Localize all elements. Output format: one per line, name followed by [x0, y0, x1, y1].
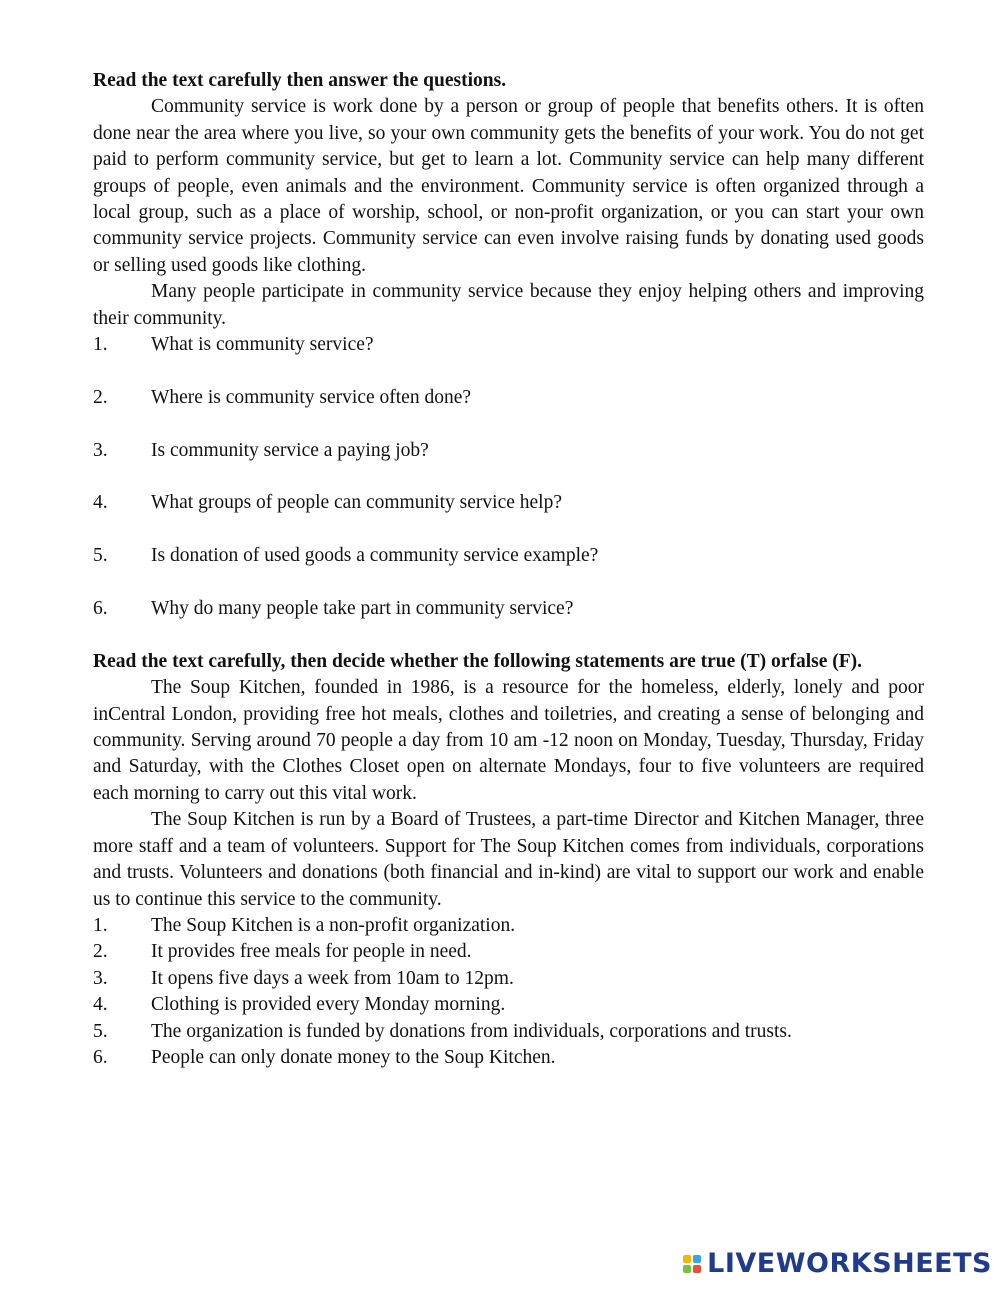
question-number: 5. [93, 545, 108, 567]
statement-3 [93, 966, 924, 992]
section1-paragraph-1: Community service is work done by a person or group of people that benefits others. It is often done near the area where you live, so your own community gets the benefits of your work. You do not get paid to perform community service, but get to learn a lot. Community service can help many different groups of people, even animals and the environment. Community service is often organized through a local group, such as a place of worship, school, or non-profit organization, or you can start your own community service projects. Community service can even involve raising funds by donating used goods or selling used goods like clothing. [93, 96, 924, 276]
logo-square-1 [683, 1255, 691, 1263]
section2-paragraph-2: The Soup Kitchen is run by a Board of Trustees, a part-time Director and Kitchen Manager, three more staff and a team of volunteers. Support for The Soup Kitchen comes from individuals, corporations and trusts. Volunteers and donations (both financial and in-kind) are vital to support our work and enable us to continue this service to the community. [93, 809, 924, 910]
statement-number: 5. [93, 1020, 108, 1042]
statement-number: 4. [93, 994, 108, 1016]
liveworksheets-logo [683, 1248, 992, 1279]
liveworksheets-logo-icon [683, 1255, 701, 1273]
question-4 [93, 490, 924, 516]
logo-square-2 [693, 1255, 701, 1263]
statement-1 [93, 913, 924, 939]
question-text: Is community service a paying job? [151, 439, 429, 461]
question-text: Where is community service often done? [151, 386, 472, 408]
question-text: Why do many people take part in community service? [151, 598, 574, 620]
statement-text: Clothing is provided every Monday morning. [151, 994, 506, 1016]
statement-2 [93, 939, 924, 965]
question-5 [93, 543, 924, 569]
worksheet-page [93, 68, 924, 1071]
question-6 [93, 596, 924, 622]
question-number: 2. [93, 386, 108, 408]
section2-statements [93, 913, 924, 1071]
statement-number: 6. [93, 1046, 108, 1068]
question-number: 6. [93, 598, 108, 620]
statement-text: The organization is funded by donations from individuals, corporations and trusts. [151, 1020, 792, 1042]
statement-text: The Soup Kitchen is a non-profit organization. [151, 914, 516, 936]
question-1 [93, 332, 924, 358]
question-text: What is community service? [151, 334, 374, 356]
statement-number: 2. [93, 941, 108, 963]
statement-text: People can only donate money to the Soup Kitchen. [151, 1046, 556, 1068]
question-2 [93, 385, 924, 411]
section2-heading: Read the text carefully, then decide whether the following statements are true (T) orfalse (F). [93, 650, 863, 672]
question-text: What groups of people can community service help? [151, 492, 562, 514]
statement-number: 3. [93, 967, 108, 989]
statement-6 [93, 1045, 924, 1071]
liveworksheets-brand: LIVEWORKSHEETS [707, 1248, 992, 1279]
logo-square-4 [693, 1265, 701, 1273]
question-number: 4. [93, 492, 108, 514]
section1-heading: Read the text carefully then answer the questions. [93, 70, 507, 91]
statement-number: 1. [93, 914, 108, 936]
question-number: 1. [93, 334, 108, 356]
section1-questions [93, 332, 924, 622]
logo-square-3 [683, 1265, 691, 1273]
question-number: 3. [93, 439, 108, 461]
statement-4 [93, 992, 924, 1018]
section1-paragraph-2: Many people participate in community service because they enjoy helping others and improving their community. [93, 281, 924, 329]
statement-5 [93, 1019, 924, 1045]
section2-paragraph-1: The Soup Kitchen, founded in 1986, is a resource for the homeless, elderly, lonely and poor inCentral London, providing free hot meals, clothes and toiletries, and creating a sense of belonging and community. Serving around 70 people a day from 10 am -12 noon on Monday, Tuesday, Thursday, Friday and Saturday, with the Clothes Closet open on alternate Mondays, four to five volunteers are required each morning to carry out this vital work. [93, 677, 924, 804]
statement-text: It opens five days a week from 10am to 12pm. [151, 967, 514, 989]
question-text: Is donation of used goods a community service example? [151, 545, 599, 567]
question-3 [93, 438, 924, 464]
statement-text: It provides free meals for people in need. [151, 941, 472, 963]
